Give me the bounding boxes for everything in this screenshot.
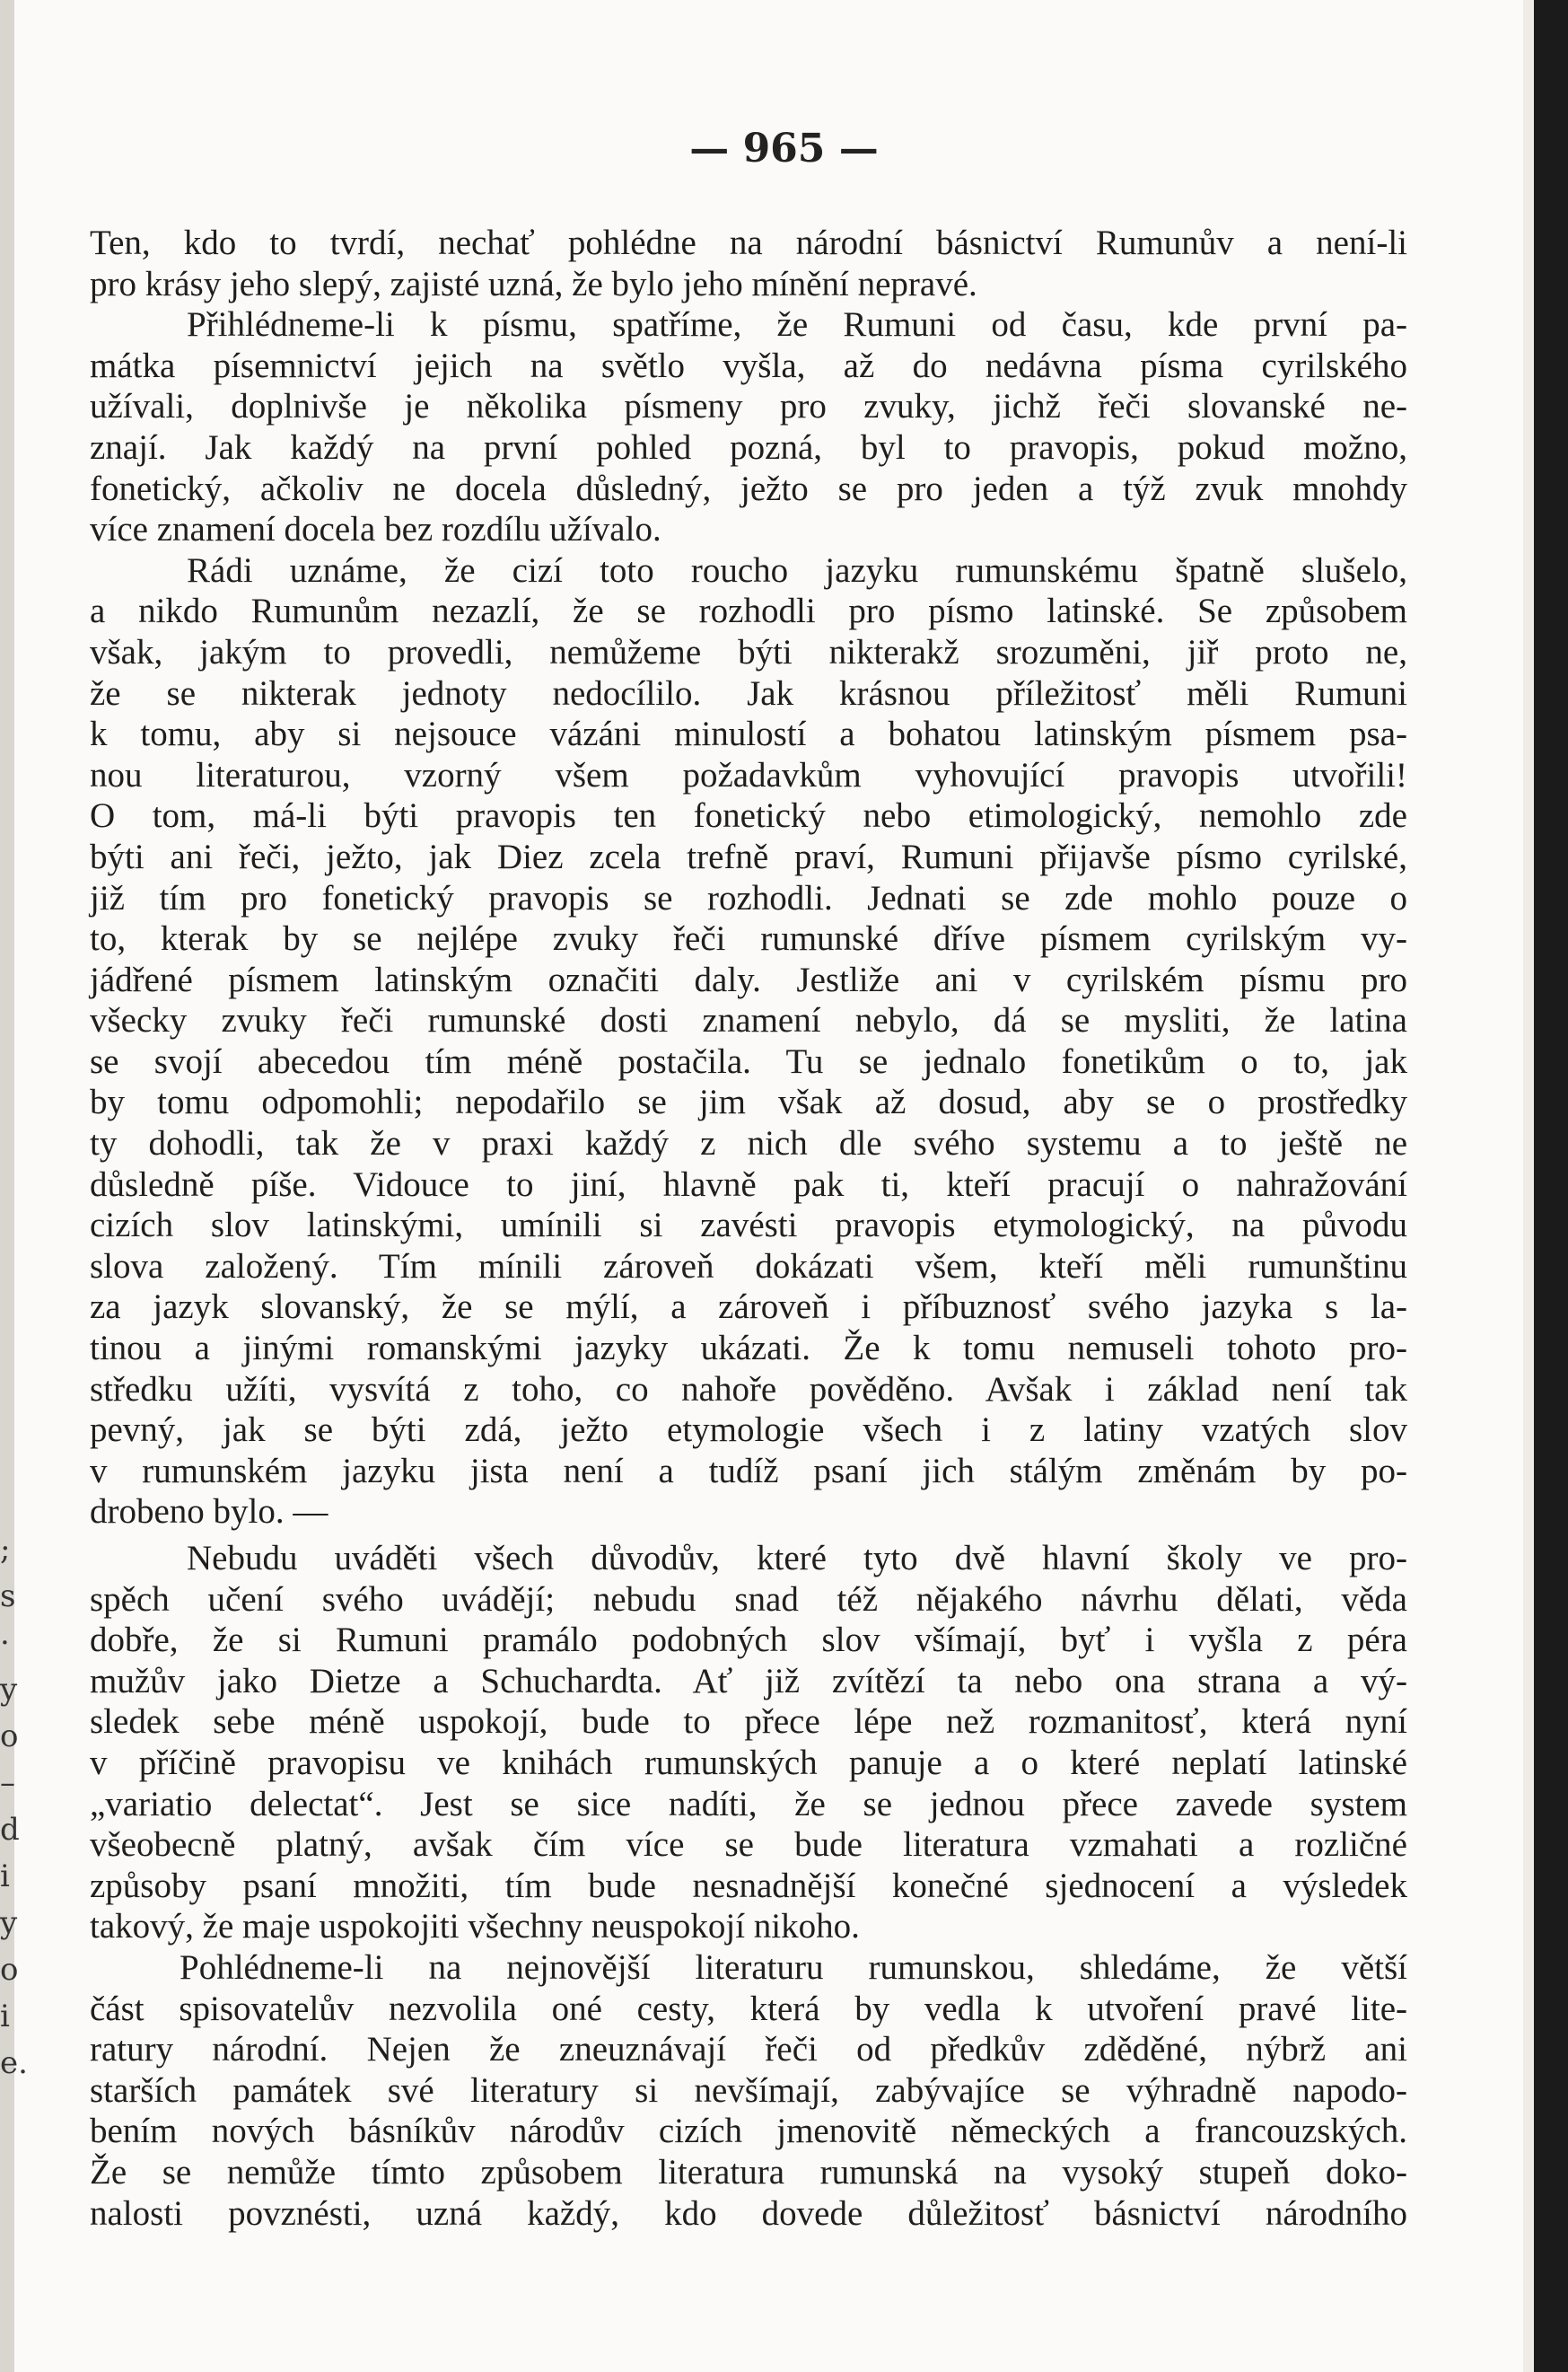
text-line: fonetický, ačkoliv ne docela důsledný, ježto se pro jeden a týž zvuk mnohdy bbox=[90, 469, 1407, 508]
text-line: býti ani řeči, ježto, jak Diez zcela trefně praví, Rumuni přijavše písmo cyrilské, bbox=[90, 837, 1407, 876]
text-line: takový, že maje uspokojiti všechny neuspokojí nikoho. bbox=[90, 1907, 860, 1946]
page-number: — 965 — bbox=[689, 126, 879, 171]
text-line: „variatio delectat“. Jest se sice nadíti, že se jednou přece zavede system bbox=[90, 1784, 1407, 1823]
text-line: že se nikterak jednoty nedocílilo. Jak krásnou příležitosť měli Rumuni bbox=[90, 673, 1407, 713]
text-line: Pohlédneme-li na nejnovější literaturu rumunskou, shledáme, že větší bbox=[180, 1947, 1407, 1987]
text-line: Nebudu uváděti všech důvodův, které tyto dvě hlavní školy ve pro- bbox=[187, 1539, 1407, 1577]
text-line: nalosti povznésti, uzná každý, kdo dovede důležitosť básnictví národního bbox=[90, 2193, 1407, 2233]
text-line: Ten, kdo to tvrdí, nechať pohlédne na národní básnictví Rumunův a není-li bbox=[90, 224, 1407, 262]
text-line: bením nových básníkův národův cizích jmenovitě německých a francouzských. bbox=[90, 2112, 1407, 2151]
text-line: ty dohodli, tak že v praxi každý z nich dle svého systemu a to ještě ne bbox=[90, 1124, 1407, 1164]
text-line: a nikdo Rumunům nezazlí, že se rozhodli pro písmo latinské. Se způsobem bbox=[90, 592, 1407, 631]
text-line: dobře, že si Rumuni pramálo podobných slov všímají, byť i vyšla z péra bbox=[90, 1621, 1407, 1660]
text-line: jádřené písmem latinským označiti daly. Jestliže ani v cyrilském písmu pro bbox=[90, 960, 1407, 999]
text-line: všecky zvuky řeči rumunské dosti znamení nebylo, dá se mysliti, že latina bbox=[90, 1001, 1407, 1041]
margin-bleed-char: ; bbox=[0, 1532, 11, 1568]
text-line: O tom, má-li býti pravopis ten fonetický nebo etimologický, nemohlo zde bbox=[90, 796, 1407, 836]
text-line: drobeno bylo. — bbox=[90, 1492, 328, 1532]
margin-bleed-char: s bbox=[0, 1578, 16, 1614]
margin-bleed-char: d bbox=[0, 1812, 20, 1848]
text-line: Že se nemůže tímto způsobem literatura rumunská na vysoký stupeň doko- bbox=[90, 2152, 1407, 2192]
text-line: užívali, doplnivše je několika písmeny pro zvuky, jichž řeči slovanské ne- bbox=[90, 387, 1407, 426]
margin-bleed-char: o bbox=[0, 1718, 19, 1754]
left-margin-bleed-text bbox=[0, 1526, 28, 2086]
text-line: mužův jako Dietze a Schuchardta. Ať již zvítězí ta nebo ona strana a vý- bbox=[90, 1661, 1407, 1700]
text-line: Přihlédneme-li k písmu, spatříme, že Rumuni od času, kde první pa- bbox=[187, 305, 1407, 345]
margin-bleed-char: y bbox=[0, 1905, 18, 1941]
text-line: znají. Jak každý na první pohled pozná, byl to pravopis, pokud možno, bbox=[90, 427, 1407, 467]
text-line: způsoby psaní množiti, tím bude nesnadnější konečné sjednocení a výsledek bbox=[90, 1866, 1407, 1905]
text-line: v rumunském jazyku jista není a tudíž psaní jich stálým změnám by po- bbox=[90, 1451, 1407, 1490]
margin-bleed-char: i bbox=[0, 1858, 10, 1894]
text-line: nou literaturou, vzorný všem požadavkům vyhovující pravopis utvořili! bbox=[90, 755, 1407, 795]
text-line: tinou a jinými romanskými jazyky ukázati. Že k tomu nemuseli tohoto pro- bbox=[90, 1329, 1407, 1368]
text-line: pro krásy jeho slepý, zajisté uzná, že bylo jeho mínění nepravé. bbox=[90, 264, 977, 303]
text-line: cizích slov latinskými, umínili si zavésti pravopis etymologický, na původu bbox=[90, 1206, 1407, 1245]
text-line: důsledně píše. Vidouce to jiní, hlavně pak ti, kteří pracují o nahražování bbox=[90, 1164, 1407, 1204]
margin-bleed-char: e. bbox=[0, 2045, 28, 2081]
text-line: středku užíti, vysvítá z toho, co nahoře pověděno. Avšak i základ není tak bbox=[90, 1369, 1407, 1409]
text-line: k tomu, aby si nejsouce vázáni minulostí a bohatou latinským písmem psa- bbox=[90, 715, 1407, 754]
margin-bleed-char: y bbox=[0, 1672, 18, 1708]
text-line: Rádi uznáme, že cizí toto roucho jazyku rumunskému špatně slušelo, bbox=[187, 550, 1407, 590]
text-line: sledek sebe méně uspokojí, bude to přece lépe než rozmanitosť, která nyní bbox=[90, 1702, 1407, 1742]
text-line: spěch učení svého uvádějí; nebudu snad též nějakého návrhu dělati, věda bbox=[90, 1579, 1407, 1619]
margin-bleed-char: i bbox=[0, 1999, 10, 2034]
margin-bleed-char: · bbox=[0, 1625, 10, 1661]
text-line: více znamení docela bez rozdílu užívalo. bbox=[90, 510, 661, 549]
text-line: ratury národní. Nejen že zneuznávají řeči od předkův zděděné, nýbrž ani bbox=[90, 2030, 1407, 2069]
text-line: se svojí abecedou tím méně postačila. Tu se jednalo fonetikům o to, jak bbox=[90, 1041, 1407, 1081]
text-line: za jazyk slovanský, že se mýlí, a zároveň i příbuznosť svého jazyka s la- bbox=[90, 1287, 1407, 1327]
text-line: již tím pro fonetický pravopis se rozhodli. Jednati se zde mohlo pouze o bbox=[90, 878, 1407, 918]
text-line: v příčině pravopisu ve knihách rumunských panuje a o které neplatí latinské bbox=[90, 1743, 1407, 1782]
right-binding-edge bbox=[1534, 0, 1568, 2372]
text-line: starších památek své literatury si nevšímají, zabývajíce se výhradně napodo- bbox=[90, 2070, 1407, 2110]
margin-bleed-char: o bbox=[0, 1952, 19, 1988]
right-page-gutter bbox=[1523, 0, 1534, 2372]
text-line: by tomu odpomohli; nepodařilo se jim však až dosud, aby se o prostředky bbox=[90, 1083, 1407, 1122]
text-line: slova založený. Tím mínili zároveň dokázati všem, kteří měli rumunštinu bbox=[90, 1246, 1407, 1286]
margin-bleed-char: – bbox=[0, 1765, 15, 1801]
text-line: mátka písemnictví jejich na světlo vyšla, až do nedávna písma cyrilského bbox=[90, 346, 1407, 385]
text-line: pevný, jak se býti zdá, ježto etymologie všech i z latiny vzatých slov bbox=[90, 1410, 1407, 1450]
text-line: však, jakým to provedli, nemůžeme býti nikterakž srozuměni, jiř proto ne, bbox=[90, 632, 1407, 672]
body-text bbox=[90, 223, 1407, 2234]
text-line: všeobecně platný, avšak čím více se bude literatura vzmahati a rozličné bbox=[90, 1825, 1407, 1865]
text-line: část spisovatelův nezvolila oné cesty, která by vedla k utvoření pravé lite- bbox=[90, 1989, 1407, 2028]
text-line: to, kterak by se nejlépe zvuky řeči rumunské dříve písmem cyrilským vy- bbox=[90, 919, 1407, 959]
